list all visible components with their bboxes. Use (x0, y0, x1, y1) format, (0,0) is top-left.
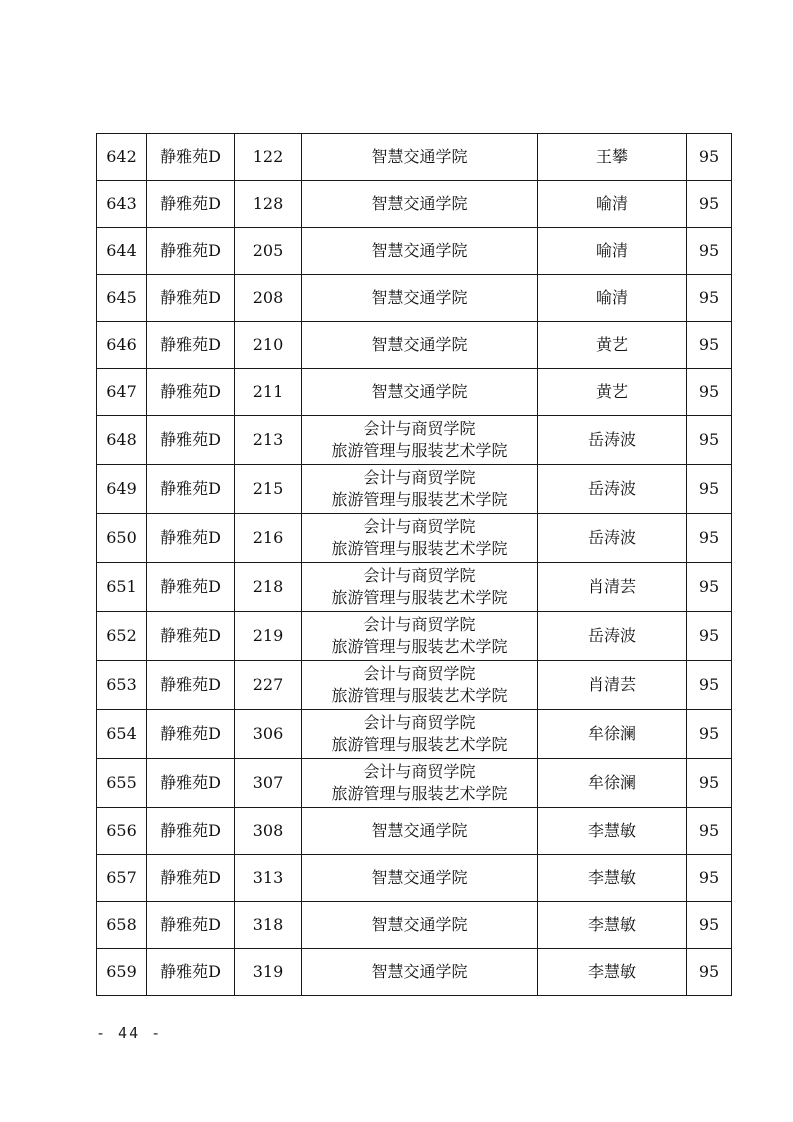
table-row (97, 612, 732, 661)
building-cell: 静雅苑D (147, 902, 235, 949)
table-row (97, 710, 732, 759)
person-cell: 岳涛波 (538, 465, 687, 514)
building-cell: 静雅苑D (147, 612, 235, 661)
dormitory-score-table (96, 133, 732, 996)
score-cell: 95 (687, 759, 732, 808)
college-cell (302, 228, 538, 275)
score-cell: 95 (687, 134, 732, 181)
college-cell (302, 563, 538, 612)
room-cell: 318 (235, 902, 302, 949)
room-cell: 213 (235, 416, 302, 465)
table-row (97, 134, 732, 181)
row-number-cell: 643 (97, 181, 147, 228)
row-number-cell: 659 (97, 949, 147, 996)
college-cell (302, 275, 538, 322)
score-cell: 95 (687, 416, 732, 465)
table-row (97, 514, 732, 563)
score-cell: 95 (687, 855, 732, 902)
college-cell (302, 369, 538, 416)
row-number-cell: 651 (97, 563, 147, 612)
row-number-cell: 644 (97, 228, 147, 275)
table-row (97, 759, 732, 808)
table-row (97, 808, 732, 855)
college-name: 旅游管理与服装艺术学院 (331, 784, 508, 803)
person-cell: 肖清芸 (538, 563, 687, 612)
building-cell: 静雅苑D (147, 949, 235, 996)
college-cell (302, 465, 538, 514)
building-cell: 静雅苑D (147, 322, 235, 369)
building-cell: 静雅苑D (147, 369, 235, 416)
room-cell: 215 (235, 465, 302, 514)
college-name: 智慧交通学院 (371, 821, 468, 840)
college-name: 会计与商贸学院 (363, 566, 476, 585)
table-row (97, 902, 732, 949)
score-cell: 95 (687, 514, 732, 563)
table-row (97, 181, 732, 228)
person-cell: 牟徐澜 (538, 759, 687, 808)
college-name: 会计与商贸学院 (363, 713, 476, 732)
building-cell: 静雅苑D (147, 416, 235, 465)
college-cell (302, 134, 538, 181)
score-cell: 95 (687, 808, 732, 855)
score-cell: 95 (687, 612, 732, 661)
score-cell: 95 (687, 181, 732, 228)
college-name: 旅游管理与服装艺术学院 (331, 490, 508, 509)
person-cell: 喻清 (538, 275, 687, 322)
table-row (97, 465, 732, 514)
table-row (97, 949, 732, 996)
table-row (97, 661, 732, 710)
row-number-cell: 650 (97, 514, 147, 563)
room-cell: 219 (235, 612, 302, 661)
building-cell: 静雅苑D (147, 759, 235, 808)
person-cell: 王攀 (538, 134, 687, 181)
table-row (97, 563, 732, 612)
person-cell: 牟徐澜 (538, 710, 687, 759)
college-name: 旅游管理与服装艺术学院 (331, 588, 508, 607)
room-cell: 227 (235, 661, 302, 710)
college-cell (302, 612, 538, 661)
college-cell (302, 855, 538, 902)
score-cell: 95 (687, 275, 732, 322)
college-name: 智慧交通学院 (371, 241, 468, 260)
row-number-cell: 653 (97, 661, 147, 710)
college-name: 会计与商贸学院 (363, 664, 476, 683)
room-cell: 319 (235, 949, 302, 996)
table-row (97, 228, 732, 275)
person-cell: 喻清 (538, 181, 687, 228)
table-body (97, 134, 732, 996)
person-cell: 李慧敏 (538, 855, 687, 902)
college-name: 智慧交通学院 (371, 147, 468, 166)
score-cell: 95 (687, 563, 732, 612)
building-cell: 静雅苑D (147, 275, 235, 322)
page-number: - 44 - (96, 1024, 163, 1042)
college-cell (302, 416, 538, 465)
building-cell: 静雅苑D (147, 134, 235, 181)
score-cell: 95 (687, 322, 732, 369)
college-cell (302, 181, 538, 228)
room-cell: 205 (235, 228, 302, 275)
college-cell (302, 661, 538, 710)
row-number-cell: 648 (97, 416, 147, 465)
row-number-cell: 647 (97, 369, 147, 416)
college-name: 会计与商贸学院 (363, 419, 476, 438)
table-row (97, 416, 732, 465)
table-row (97, 369, 732, 416)
college-name: 旅游管理与服装艺术学院 (331, 637, 508, 656)
building-cell: 静雅苑D (147, 181, 235, 228)
room-cell: 128 (235, 181, 302, 228)
row-number-cell: 656 (97, 808, 147, 855)
college-cell (302, 759, 538, 808)
person-cell: 岳涛波 (538, 514, 687, 563)
building-cell: 静雅苑D (147, 563, 235, 612)
row-number-cell: 658 (97, 902, 147, 949)
room-cell: 306 (235, 710, 302, 759)
room-cell: 216 (235, 514, 302, 563)
room-cell: 122 (235, 134, 302, 181)
college-name: 旅游管理与服装艺术学院 (331, 539, 508, 558)
score-cell: 95 (687, 661, 732, 710)
college-name: 会计与商贸学院 (363, 615, 476, 634)
building-cell: 静雅苑D (147, 808, 235, 855)
college-name: 会计与商贸学院 (363, 517, 476, 536)
college-name: 智慧交通学院 (371, 915, 468, 934)
score-cell: 95 (687, 369, 732, 416)
college-name: 智慧交通学院 (371, 335, 468, 354)
room-cell: 210 (235, 322, 302, 369)
building-cell: 静雅苑D (147, 661, 235, 710)
building-cell: 静雅苑D (147, 228, 235, 275)
person-cell: 喻清 (538, 228, 687, 275)
college-name: 旅游管理与服装艺术学院 (331, 441, 508, 460)
person-cell: 李慧敏 (538, 902, 687, 949)
person-cell: 黄艺 (538, 322, 687, 369)
row-number-cell: 645 (97, 275, 147, 322)
building-cell: 静雅苑D (147, 465, 235, 514)
room-cell: 313 (235, 855, 302, 902)
room-cell: 307 (235, 759, 302, 808)
college-name: 智慧交通学院 (371, 868, 468, 887)
table-row (97, 275, 732, 322)
college-cell (302, 322, 538, 369)
college-cell (302, 808, 538, 855)
person-cell: 肖清芸 (538, 661, 687, 710)
building-cell: 静雅苑D (147, 855, 235, 902)
college-name: 智慧交通学院 (371, 288, 468, 307)
college-name: 智慧交通学院 (371, 382, 468, 401)
score-cell: 95 (687, 710, 732, 759)
college-name: 会计与商贸学院 (363, 762, 476, 781)
score-cell: 95 (687, 465, 732, 514)
row-number-cell: 642 (97, 134, 147, 181)
row-number-cell: 646 (97, 322, 147, 369)
building-cell: 静雅苑D (147, 514, 235, 563)
row-number-cell: 649 (97, 465, 147, 514)
person-cell: 岳涛波 (538, 612, 687, 661)
room-cell: 208 (235, 275, 302, 322)
building-cell: 静雅苑D (147, 710, 235, 759)
college-cell (302, 514, 538, 563)
college-name: 智慧交通学院 (371, 194, 468, 213)
score-cell: 95 (687, 949, 732, 996)
table-row (97, 322, 732, 369)
college-cell (302, 902, 538, 949)
table-row (97, 855, 732, 902)
row-number-cell: 654 (97, 710, 147, 759)
room-cell: 308 (235, 808, 302, 855)
score-cell: 95 (687, 902, 732, 949)
room-cell: 211 (235, 369, 302, 416)
score-cell: 95 (687, 228, 732, 275)
college-cell (302, 710, 538, 759)
person-cell: 李慧敏 (538, 808, 687, 855)
college-name: 会计与商贸学院 (363, 468, 476, 487)
room-cell: 218 (235, 563, 302, 612)
person-cell: 黄艺 (538, 369, 687, 416)
college-name: 智慧交通学院 (371, 962, 468, 981)
college-cell (302, 949, 538, 996)
college-name: 旅游管理与服装艺术学院 (331, 735, 508, 754)
row-number-cell: 652 (97, 612, 147, 661)
person-cell: 岳涛波 (538, 416, 687, 465)
row-number-cell: 657 (97, 855, 147, 902)
person-cell: 李慧敏 (538, 949, 687, 996)
college-name: 旅游管理与服装艺术学院 (331, 686, 508, 705)
row-number-cell: 655 (97, 759, 147, 808)
